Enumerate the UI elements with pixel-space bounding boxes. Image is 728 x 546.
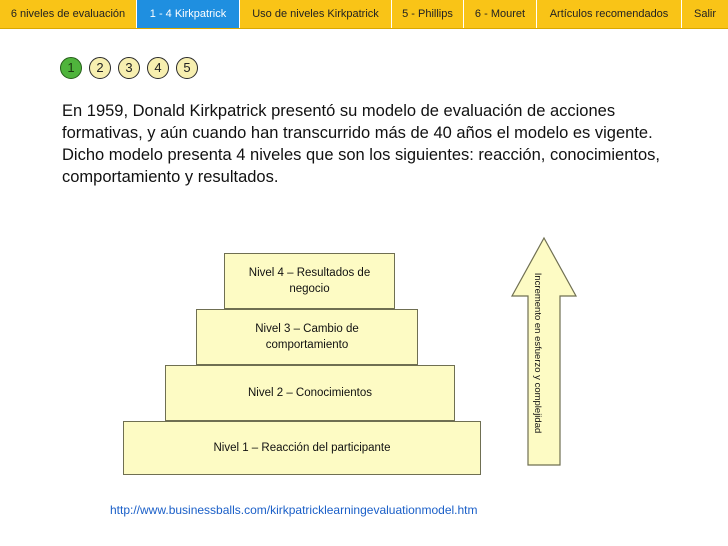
tab-uso-de-niveles-kirkpatrick[interactable]: Uso de niveles Kirkpatrick bbox=[240, 0, 392, 28]
tab-articulos-recomendados[interactable]: Artículos recomendados bbox=[537, 0, 682, 28]
pyramid-level-3-label: Nivel 3 – Cambio de comportamiento bbox=[255, 323, 359, 351]
top-navigation-bar bbox=[0, 0, 728, 29]
tab-phillips[interactable]: 5 - Phillips bbox=[392, 0, 464, 28]
intro-paragraph: En 1959, Donald Kirkpatrick presentó su modelo de evaluación de acciones formativas, y aún cuando han transcurrido más de 40 años el modelo es vigente. Dicho modelo presenta 4 niveles que son los siguientes: reacción, conocimientos, comportamiento y resultados. bbox=[62, 102, 661, 186]
page-button-5[interactable]: 5 bbox=[176, 57, 198, 79]
up-arrow-icon bbox=[510, 236, 578, 468]
source-link[interactable]: http://www.businessballs.com/kirkpatricklearningevaluationmodel.htm bbox=[110, 503, 478, 517]
pyramid-level-1-label: Nivel 1 – Reacción del participante bbox=[213, 442, 391, 454]
page-button-4[interactable]: 4 bbox=[147, 57, 169, 79]
pyramid-level-2-label: Nivel 2 – Conocimientos bbox=[247, 387, 372, 399]
pyramid-level-1 bbox=[123, 421, 481, 475]
page-button-2[interactable]: 2 bbox=[89, 57, 111, 79]
pyramid-level-2 bbox=[165, 365, 455, 421]
page-button-1[interactable]: 1 bbox=[60, 57, 82, 79]
tab-6-niveles-de-evaluacion[interactable]: 6 niveles de evaluación bbox=[0, 0, 137, 28]
pyramid-level-4 bbox=[224, 253, 395, 309]
tab-salir[interactable]: Salir bbox=[693, 8, 716, 20]
page-selector bbox=[60, 57, 198, 79]
tab-mouret[interactable]: 6 - Mouret bbox=[464, 0, 537, 28]
tab-kirkpatrick-1-4[interactable]: 1 - 4 Kirkpatrick bbox=[137, 0, 240, 28]
page-button-3[interactable]: 3 bbox=[118, 57, 140, 79]
pyramid-level-3 bbox=[196, 309, 418, 365]
arrow-label: Incremento en esfuerzo y complejidad bbox=[532, 272, 543, 434]
pyramid-level-4-label: Nivel 4 – Resultados de negocio bbox=[248, 267, 371, 295]
